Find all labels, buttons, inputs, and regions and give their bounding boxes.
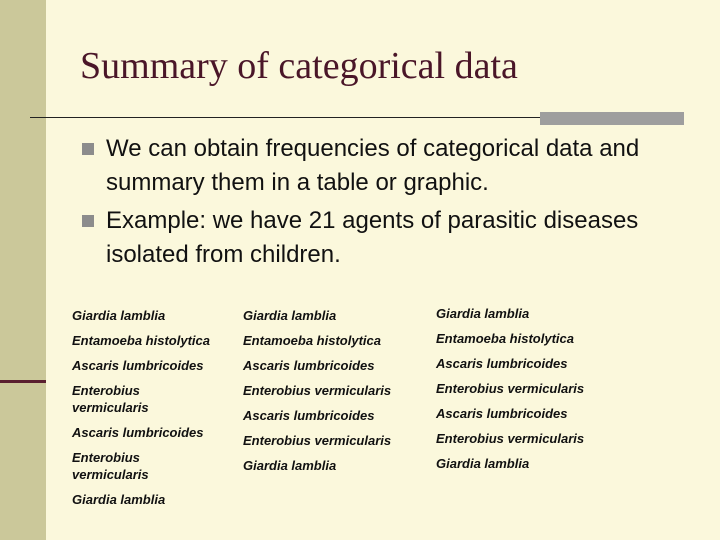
agent-item: Giardia lamblia bbox=[72, 308, 166, 323]
agent-item: Ascaris lumbricoides bbox=[72, 425, 204, 440]
left-bar-accent-line bbox=[0, 380, 46, 383]
agent-item: Entamoeba histolytica bbox=[436, 331, 574, 346]
agent-item: Ascaris lumbricoides bbox=[72, 358, 204, 373]
square-bullet-icon bbox=[82, 215, 94, 227]
slide-title: Summary of categorical data bbox=[80, 45, 518, 87]
bullet-item bbox=[80, 132, 690, 200]
agent-item: Enterobius vermicularis bbox=[243, 383, 392, 398]
bullet-text: Example: we have 21 agents of parasitic diseases isolated from children. bbox=[106, 207, 639, 268]
bullet-text: We can obtain frequencies of categorical data and summary them in a table or graphic. bbox=[106, 135, 640, 196]
agents-column-3 bbox=[436, 305, 626, 480]
agent-item: Ascaris lumbricoides bbox=[436, 356, 568, 371]
bullet-list bbox=[80, 132, 690, 276]
agent-item: Giardia lamblia bbox=[243, 458, 337, 473]
title-divider-accent bbox=[540, 112, 684, 125]
left-decorative-bar bbox=[0, 0, 46, 540]
agent-item: Ascaris lumbricoides bbox=[243, 408, 375, 423]
agent-item: Entamoeba histolytica bbox=[243, 333, 381, 348]
agent-item: Giardia lamblia bbox=[72, 492, 166, 507]
agent-item: Enterobius vermicularis bbox=[72, 450, 149, 482]
agent-item: Enterobius vermicularis bbox=[72, 383, 149, 415]
agent-item: Enterobius vermicularis bbox=[243, 433, 392, 448]
agent-item: Enterobius vermicularis bbox=[436, 431, 585, 446]
agent-item: Enterobius vermicularis bbox=[436, 381, 585, 396]
agent-item: Entamoeba histolytica bbox=[72, 333, 210, 348]
agent-item: Giardia lamblia bbox=[436, 456, 530, 471]
agent-item: Ascaris lumbricoides bbox=[436, 406, 568, 421]
agents-column-2 bbox=[243, 307, 418, 482]
agent-item: Giardia lamblia bbox=[436, 306, 530, 321]
agents-column-1 bbox=[72, 307, 232, 516]
agent-item: Giardia lamblia bbox=[243, 308, 337, 323]
agent-item: Ascaris lumbricoides bbox=[243, 358, 375, 373]
bullet-item bbox=[80, 204, 690, 272]
square-bullet-icon bbox=[82, 143, 94, 155]
